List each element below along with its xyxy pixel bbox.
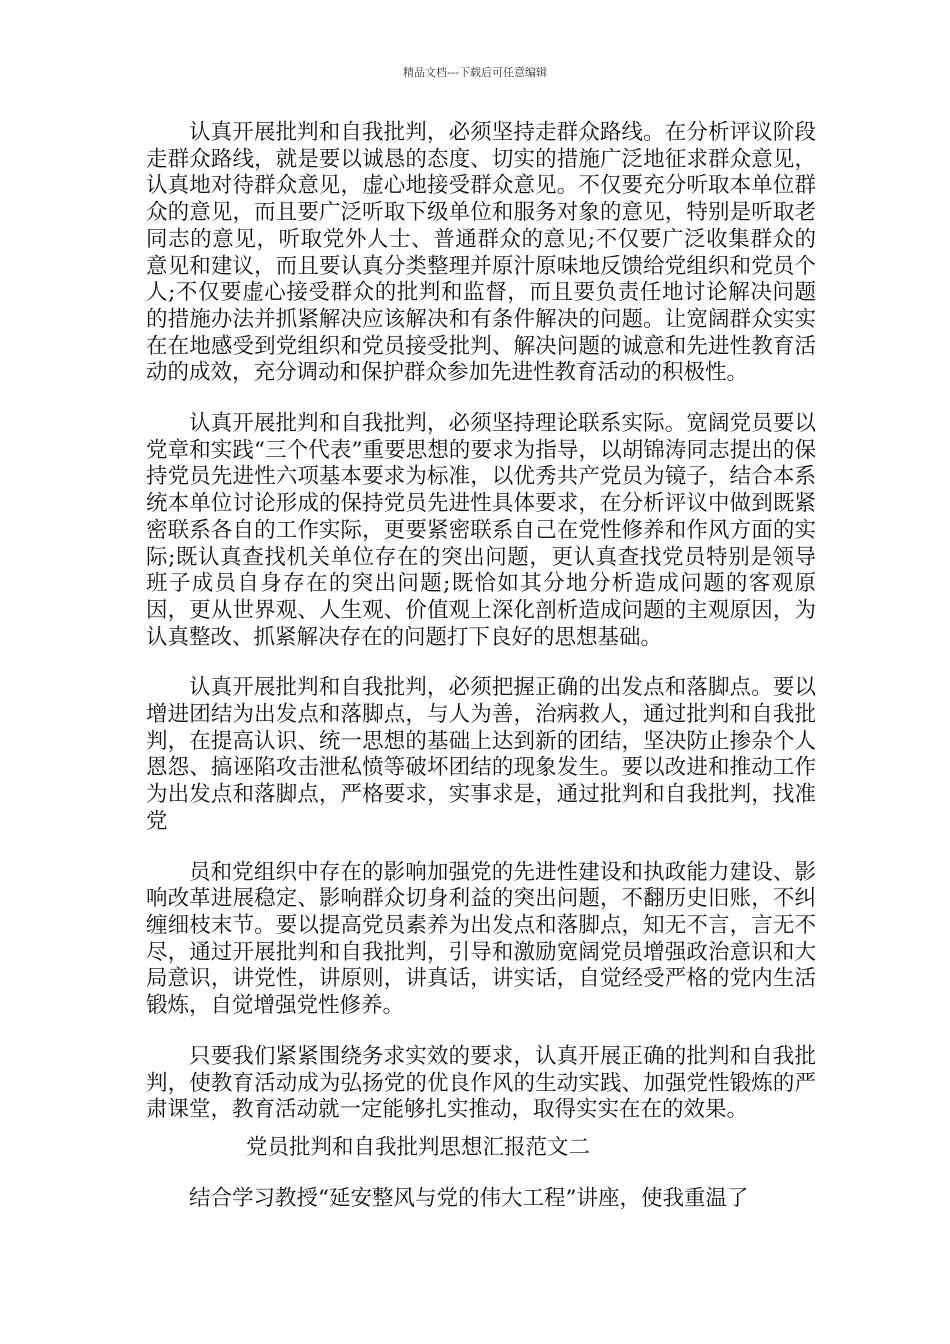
paragraph-6: 结合学习教授“延安整风与党的伟大工程”讲座，使我重温了 [189,1185,749,1211]
paragraph-5: 只要我们紧紧围绕务求实效的要求，认真开展正确的批判和自我批判，使教育活动成为弘扬党的优良作风的生动实践、加强党性锻炼的严肃课堂，教育活动就一定能够扎实推动，取得实实在在的效果。 [146,1043,816,1123]
paragraph-3: 认真开展批判和自我批判，必须把握正确的出发点和落脚点。要以增进团结为出发点和落脚点，与人为善，治病救人，通过批判和自我批判，在提高认识、统一思想的基础上达到新的团结，坚决防止掺杂个人恩怨、搞诬陷攻击泄私愤等破坏团结的现象发生。要以改进和推动工作为出发点和落脚点，严格要求，实事求是，通过批判和自我批判，找准党 [146,675,816,834]
section-title: 党员批判和自我批判思想汇报范文二 [246,1134,591,1160]
page-header: 精品文档---下载后可任意编辑 [403,66,547,79]
paragraph-4: 员和党组织中存在的影响加强党的先进性建设和执政能力建设、影响改革进展稳定、影响群众切身利益的突出问题，不翻历史旧账，不纠缠细枝末节。要以提高党员素养为出发点和落脚点，知无不言，言无不尽，通过开展批判和自我批判，引导和激励宽阔党员增强政治意识和大局意识，讲党性，讲原则，讲真话，讲实话，自觉经受严格的党内生活锻炼，自觉增强党性修养。 [146,859,816,1019]
document-body [146,120,816,1213]
paragraph-2: 认真开展批判和自我批判，必须坚持理论联系实际。宽阔党员要以党章和实践“三个代表”重要思想的要求为指导，以胡锦涛同志提出的保持党员先进性六项基本要求为标准，以优秀共产党员为镜子，结合本系统本单位讨论形成的保持党员先进性具体要求，在分析评议中做到既紧密联系各自的工作实际，更要紧密联系自己在党性修养和作风方面的实际;既认真查找机关单位存在的突出问题，更认真查找党员特别是领导班子成员自身存在的突出问题;既恰如其分地分析造成问题的客观原因，更从世界观、人生观、价值观上深化剖析造成问题的主观原因，为认真整改、抓紧解决存在的问题打下良好的思想基础。 [146,411,816,650]
paragraph-1: 认真开展批判和自我批判，必须坚持走群众路线。在分析评议阶段走群众路线，就是要以诚恳的态度、切实的措施广泛地征求群众意见，认真地对待群众意见，虚心地接受群众意见。不仅要充分听取本单位群众的意见，而且要广泛听取下级单位和服务对象的意见，特别是听取老同志的意见，听取党外人士、普通群众的意见;不仅要广泛收集群众的意见和建议，而且要认真分类整理并原汁原味地反馈给党组织和党员个人;不仅要虚心接受群众的批判和监督，而且要负责任地讨论解决问题的措施办法并抓紧解决应该解决和有条件解决的问题。让宽阔群众实实在在地感受到党组织和党员接受批判、解决问题的诚意和先进性教育活动的成效，充分调动和保护群众参加先进性教育活动的积极性。 [146,120,816,386]
